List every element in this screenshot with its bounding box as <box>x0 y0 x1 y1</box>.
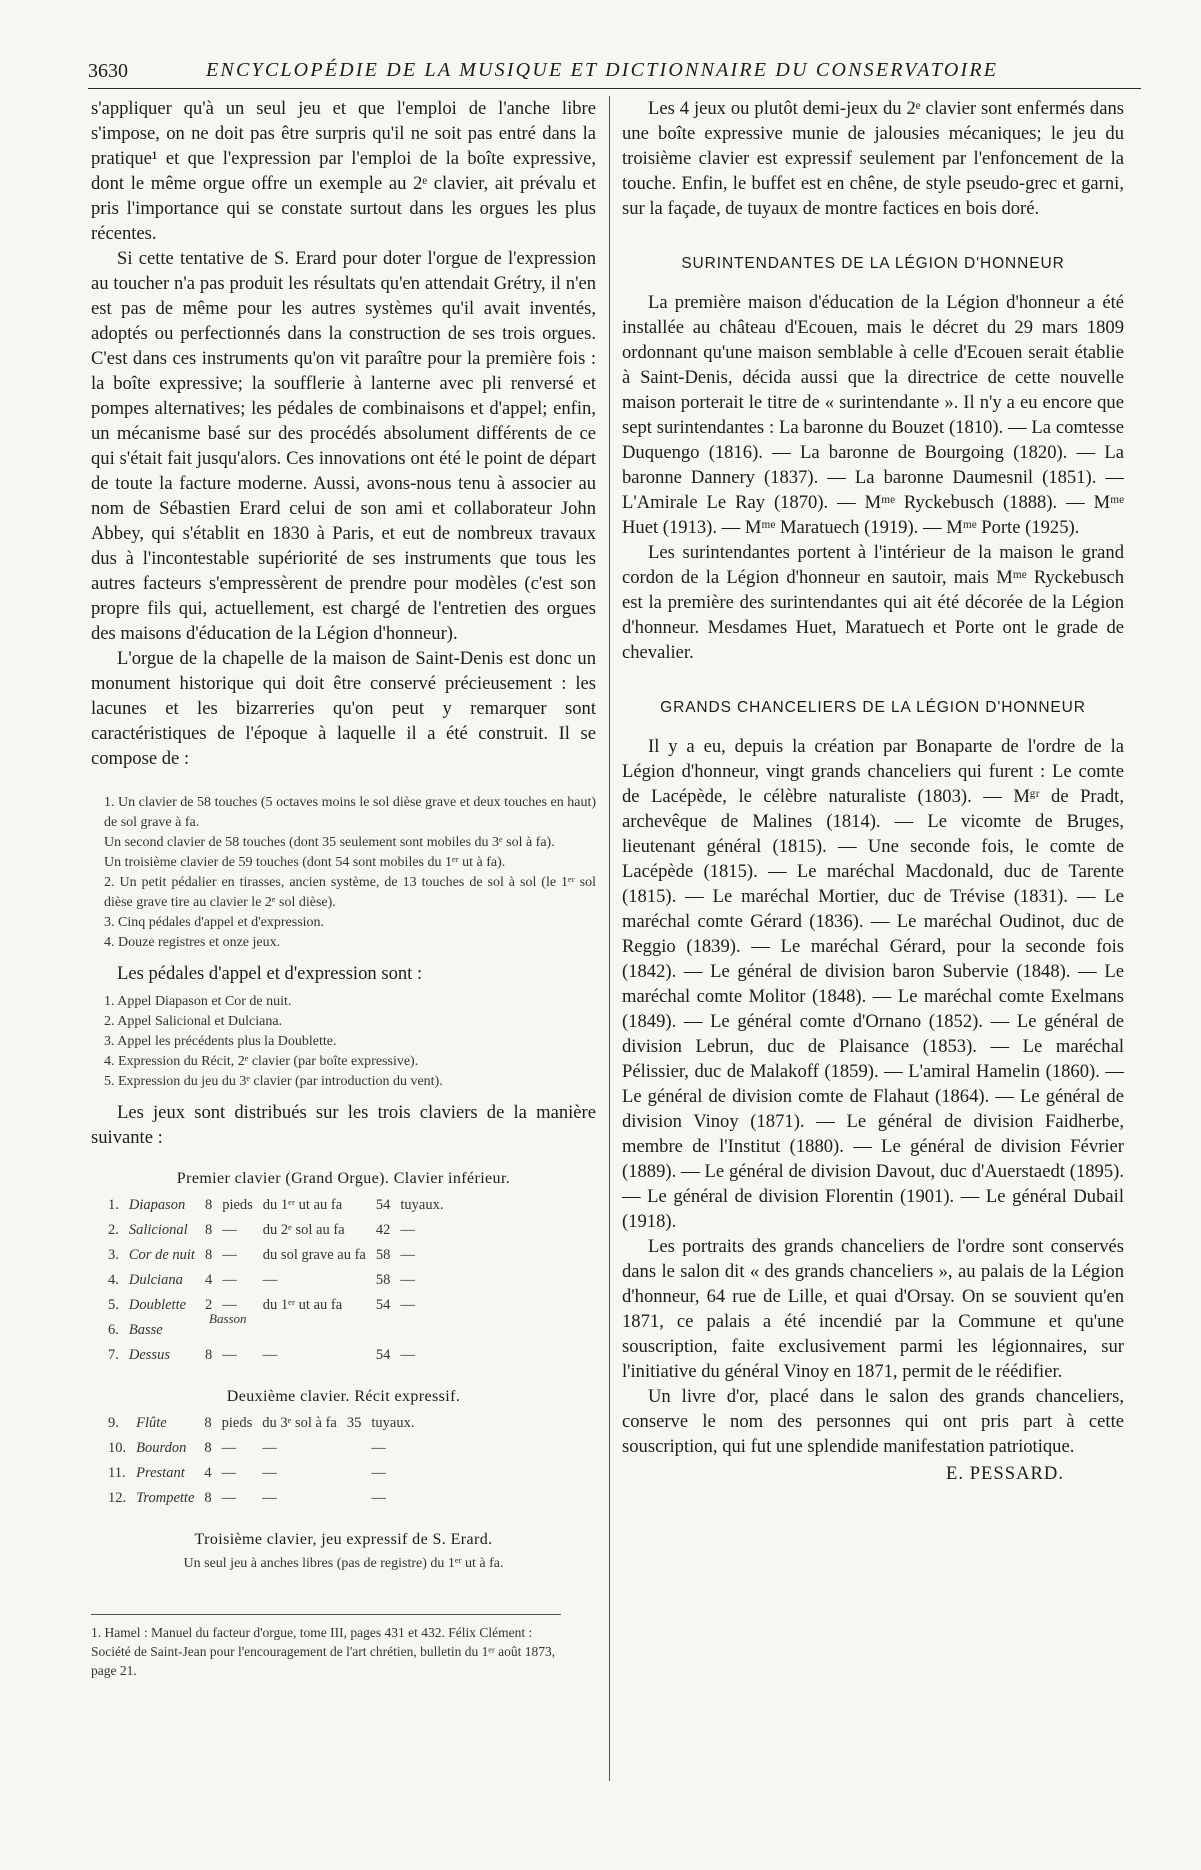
stop-range: du 1ᵉʳ ut au fa <box>262 1197 343 1213</box>
stop-number: 9. <box>108 1415 119 1431</box>
paragraph: Un livre d'or, placé dans le salon des grands chanceliers, conserve le nom des personnes qui ont pris part à cette souscription, qui fut une splendide manifestation patriotique. <box>622 1386 1124 1457</box>
column-rule <box>609 96 610 1781</box>
stop-count <box>342 1461 367 1486</box>
paragraph: Les surintendantes portent à l'intérieur de la maison le grand cordon de la Légion d'honneur en sautoir, mais Mᵐᵉ Ryckebusch est la première des surintendantes qui ait été décorée de la Légion d'honneur. Mesdames Huet, Maratuech et Porte ont le grade de chevalier. <box>622 542 1124 663</box>
list-item: Un second clavier de 58 touches (dont 35 seulement sont mobiles du 3ᵉ sol à fa). <box>104 835 555 850</box>
list-item: 2. Appel Salicional et Dulciana. <box>104 1014 283 1029</box>
stop-unit: — <box>222 1297 237 1313</box>
stop-number: 10. <box>108 1440 127 1456</box>
basson-label: Basson <box>209 1311 247 1326</box>
stop-size: 8 <box>204 1222 213 1238</box>
stop-number: 11. <box>108 1465 126 1481</box>
list-item: 1. Un clavier de 58 touches (5 octaves moins le sol dièse grave et deux touches en haut) de sol grave à fa. <box>104 795 596 830</box>
stop-row <box>103 1461 419 1486</box>
stop-count: 42 <box>375 1222 391 1238</box>
stop-number: 6. <box>108 1322 119 1338</box>
stop-count-unit: — <box>371 1465 386 1481</box>
stop-count-unit: — <box>400 1222 415 1238</box>
stop-number: 4. <box>108 1272 119 1288</box>
stop-unit: pieds <box>222 1197 253 1213</box>
stop-count <box>342 1486 367 1511</box>
stop-unit: — <box>222 1247 237 1263</box>
signature: E. PESSARD. <box>946 1463 1064 1484</box>
stop-name: Diapason <box>128 1197 186 1213</box>
stop-name: Flûte <box>136 1415 167 1431</box>
paragraph: s'appliquer qu'à un seul jeu et que l'emploi de l'anche libre s'impose, on ne doit pas être surpris qu'il ne soit pas entré dans la pratique¹ et que l'expression par l'emploi de la boîte expressive, dont le même orgue offre un exemple au 2ᵉ clavier, ait prévalu et pris l'importance qui se constate surtout dans les orgues les plus récentes. <box>91 98 596 244</box>
clavier2-stops-table <box>103 1411 419 1511</box>
list-item: 4. Douze registres et onze jeux. <box>104 935 281 950</box>
list-item: 3. Cinq pédales d'appel et d'expression. <box>104 915 325 930</box>
stop-name: Bourdon <box>136 1440 187 1456</box>
stop-size: 8 <box>204 1440 212 1456</box>
stop-unit: — <box>222 1347 237 1363</box>
list-item: 2. Un petit pédalier en tirasses, ancien système, de 13 touches de sol à sol (le 1ᵉʳ sol dièse grave tire au clavier le 2ᵉ sol dièse). <box>104 875 596 910</box>
stop-size: 8 <box>204 1197 213 1213</box>
stop-row <box>103 1436 419 1461</box>
section-heading: GRANDS CHANCELIERS DE LA LÉGION D'HONNEUR <box>660 699 1086 716</box>
stop-count <box>342 1436 367 1461</box>
stop-count: 54 <box>375 1197 391 1213</box>
stop-range: — <box>262 1465 277 1481</box>
stop-range: du 3ᵉ sol à fa <box>262 1415 337 1431</box>
right-column <box>622 96 1124 1486</box>
clavier3-text: Un seul jeu à anches libres (pas de registre) du 1ᵉʳ ut à fa. <box>183 1556 504 1571</box>
stop-size: 8 <box>204 1490 212 1506</box>
stop-name: Salicional <box>128 1222 188 1238</box>
stop-count-unit: — <box>371 1440 386 1456</box>
stop-row <box>103 1411 419 1436</box>
stop-range: — <box>262 1490 277 1506</box>
stop-name: Cor de nuit <box>128 1247 195 1263</box>
stop-range: du 2ᵉ sol au fa <box>262 1222 345 1238</box>
stop-size: 2 <box>204 1297 213 1313</box>
clavier3-title: Troisième clavier, jeu expressif de S. Erard. <box>194 1531 493 1548</box>
stop-name: Dessus <box>128 1347 170 1363</box>
running-header <box>88 58 1141 89</box>
stop-number: 7. <box>108 1347 119 1363</box>
stop-count-unit: — <box>400 1247 415 1263</box>
stop-number: 12. <box>108 1490 127 1506</box>
stop-row <box>103 1243 448 1268</box>
stop-number: 2. <box>108 1222 119 1238</box>
stop-count: 35 <box>346 1415 362 1431</box>
stop-count: 58 <box>375 1247 391 1263</box>
stop-range: — <box>262 1347 278 1363</box>
stop-unit: — <box>221 1465 237 1481</box>
stop-range: — <box>262 1440 277 1456</box>
paragraph: Les jeux sont distribués sur les trois claviers de la manière suivante : <box>91 1102 596 1148</box>
section-heading: SURINTENDANTES DE LA LÉGION D'HONNEUR <box>681 255 1065 272</box>
clavier2-title: Deuxième clavier. Récit expressif. <box>226 1388 461 1405</box>
stop-unit: — <box>222 1272 237 1288</box>
stop-row <box>103 1193 448 1218</box>
stop-size: 4 <box>204 1465 212 1481</box>
stop-count-unit: — <box>400 1347 415 1363</box>
stop-size: 8 <box>204 1415 212 1431</box>
stop-range: du 1ᵉʳ ut au fa <box>262 1297 343 1313</box>
stop-unit: — <box>221 1490 237 1506</box>
paragraph: Il y a eu, depuis la création par Bonaparte de l'ordre de la Légion d'honneur, vingt grands chanceliers qui furent : Le comte de Lacépède, le célèbre naturaliste (1803). — Mᵍʳ de Pradt, archevêque de Malines (1814). — Le vicomte de Bruges, lieutenant général (1815). — Une seconde fois, le comte de Lacépède (1815). — Le maréchal Macdonald, duc de Tarente (1815). — Le maréchal Mortier, duc de Trévise (1831). — Le maréchal comte Gérard (1836). — Le maréchal Oudinot, duc de Reggio (1839). — Le maréchal Gérard, pour la seconde fois (1842). — Le général de division baron Subervie (1848). — Le maréchal comte Molitor (1848). — Le maréchal comte Exelmans (1849). — Le général comte d'Ornano (1852). — Le général de division Lebrun, duc de Plaisance (1853). — Le maréchal Pélissier, duc de Malakoff (1859). — L'amiral Hamelin (1860). — Le général de division comte de Flahaut (1864). — Le général de division Vinoy (1871). — Le général de division Faidherbe, membre de l'Institut (1880). — Le général de division Février (1889). — Le général de division Davout, duc d'Auerstaedt (1895). — Le général de division Florentin (1901). — Le général Dubail (1918). <box>622 736 1124 1232</box>
stop-size: 8 <box>204 1347 213 1363</box>
stop-unit: pieds <box>221 1415 253 1431</box>
stop-number: 3. <box>108 1247 119 1263</box>
stop-row <box>103 1218 448 1243</box>
running-title: ENCYCLOPÉDIE DE LA MUSIQUE ET DICTIONNAIRE DU CONSERVATOIRE <box>206 59 999 81</box>
stop-count: 54 <box>375 1297 391 1313</box>
stop-name: Prestant <box>136 1465 185 1481</box>
list-item: 4. Expression du Récit, 2ᵉ clavier (par boîte expressive). <box>104 1054 419 1069</box>
paragraph: La première maison d'éducation de la Légion d'honneur a été installée au château d'Ecouen, mais le décret du 29 mars 1809 ordonnant qu'une maison semblable à celle d'Ecouen serait établie à Saint-Denis, décida aussi que la directrice de cette nouvelle maison porterait le titre de « surintendante ». Il n'y a eu encore que sept surintendantes : La baronne du Bouzet (1810). — La comtesse Duquengo (1816). — La baronne de Bourgoing (1820). — La baronne Dannery (1837). — La baronne Daumesnil (1851). — L'Amirale Le Ray (1870). — Mᵐᵉ Ryckebusch (1888). — Mᵐᵉ Huet (1913). — Mᵐᵉ Maratuech (1919). — Mᵐᵉ Porte (1925). <box>622 292 1124 538</box>
organ-composition-list <box>91 793 596 953</box>
clavier1-title: Premier clavier (Grand Orgue). Clavier inférieur. <box>176 1170 511 1187</box>
left-column <box>91 96 596 1680</box>
list-item: 3. Appel les précédents plus la Doublette. <box>104 1034 337 1049</box>
stop-name: Basse <box>128 1322 163 1338</box>
footnote: 1. Hamel : Manuel du facteur d'orgue, tome III, pages 431 et 432. Félix Clément : Société de Saint-Jean pour l'encouragement de l'art chrétien, bulletin du 1ᵉʳ août 1873, page 21. <box>91 1614 561 1680</box>
stop-name: Doublette <box>128 1297 187 1313</box>
stop-size: 8 <box>204 1247 213 1263</box>
stop-range: du sol grave au fa <box>262 1247 366 1263</box>
stop-count: 58 <box>375 1272 391 1288</box>
stop-count-unit: tuyaux. <box>400 1197 444 1213</box>
stop-count-unit: tuyaux. <box>371 1415 415 1431</box>
page-number: 3630 <box>88 60 128 82</box>
stop-row <box>103 1486 419 1511</box>
paragraph: Les 4 jeux ou plutôt demi-jeux du 2ᵉ clavier sont enfermés dans une boîte expressive munie de jalousies mécaniques; le jeu du troisième clavier est expressif seulement par l'enfoncement de la touche. Enfin, le buffet est en chêne, de style pseudo-grec et garni, sur la façade, de tuyaux de montre factices en bois doré. <box>622 98 1124 219</box>
stop-count-unit: — <box>400 1272 415 1288</box>
paragraph: Si cette tentative de S. Erard pour doter l'orgue de l'expression au toucher n'a pas produit les résultats qu'en attendait Grétry, il n'en est pas de même pour les autres systèmes qu'il avait inventés, adoptés ou perfectionnés dans la construction de ses trois orgues. C'est dans ces instruments qu'on vit paraître pour la première fois : la boîte expressive; la soufflerie à lanterne avec pli renversé et pompes alternatives; les pédales de combinaisons et d'appel; enfin, un mécanisme basé sur des procédés absolument différents de ce qui s'était fait jusqu'alors. Ces innovations ont été le point de départ de toute la facture moderne. Aussi, avons-nous tenu à associer au nom de Sébastien Erard celui de son ami et collaborateur John Abbey, qui s'établit en 1830 à Paris, et eut de nombreux travaux dus à l'incontestable supériorité de ses instruments que tous les autres facteurs s'empressèrent de prendre pour modèles (c'est son propre fils qui, actuellement, est chargé de l'entretien des orgues des maisons d'éducation de la Légion d'honneur). <box>91 248 596 644</box>
stop-unit: — <box>222 1222 237 1238</box>
stop-count-unit: — <box>400 1297 415 1313</box>
list-item: Un troisième clavier de 59 touches (dont 54 sont mobiles du 1ᵉʳ ut à fa). <box>104 855 506 870</box>
paragraph: L'orgue de la chapelle de la maison de Saint-Denis est donc un monument historique qui doit être conservé précieusement : les lacunes et les bizarreries qu'on peut y remarquer sont caractéristiques de l'époque à laquelle il a été construit. Il se compose de : <box>91 648 596 769</box>
list-item: 5. Expression du jeu du 3ᵉ clavier (par introduction du vent). <box>104 1074 443 1089</box>
pedals-list <box>104 992 596 1092</box>
stop-name: Trompette <box>136 1490 195 1506</box>
stop-count-unit: — <box>371 1490 386 1506</box>
list-item: 1. Appel Diapason et Cor de nuit. <box>104 994 292 1009</box>
stop-count: 54 <box>375 1347 391 1363</box>
paragraph: Les portraits des grands chanceliers de l'ordre sont conservés dans le salon dit « des grands chanceliers », au palais de la Légion d'honneur, 64 rue de Lille, et quai d'Orsay. On se souvient qu'en 1871, ce palais a été incendié par la Commune et qu'une souscription, faite exclusivement parmi les légionnaires, sur l'initiative du général Vinoy en 1871, permit de le réédifier. <box>622 1236 1124 1382</box>
stop-range: — <box>262 1272 278 1288</box>
stop-unit: — <box>221 1440 237 1456</box>
paragraph: Les pédales d'appel et d'expression sont : <box>117 963 423 984</box>
stop-row <box>103 1268 448 1293</box>
stop-name: Dulciana <box>128 1272 183 1288</box>
stop-number: 1. <box>108 1197 119 1213</box>
stop-number: 5. <box>108 1297 119 1313</box>
stop-size: 4 <box>204 1272 213 1288</box>
